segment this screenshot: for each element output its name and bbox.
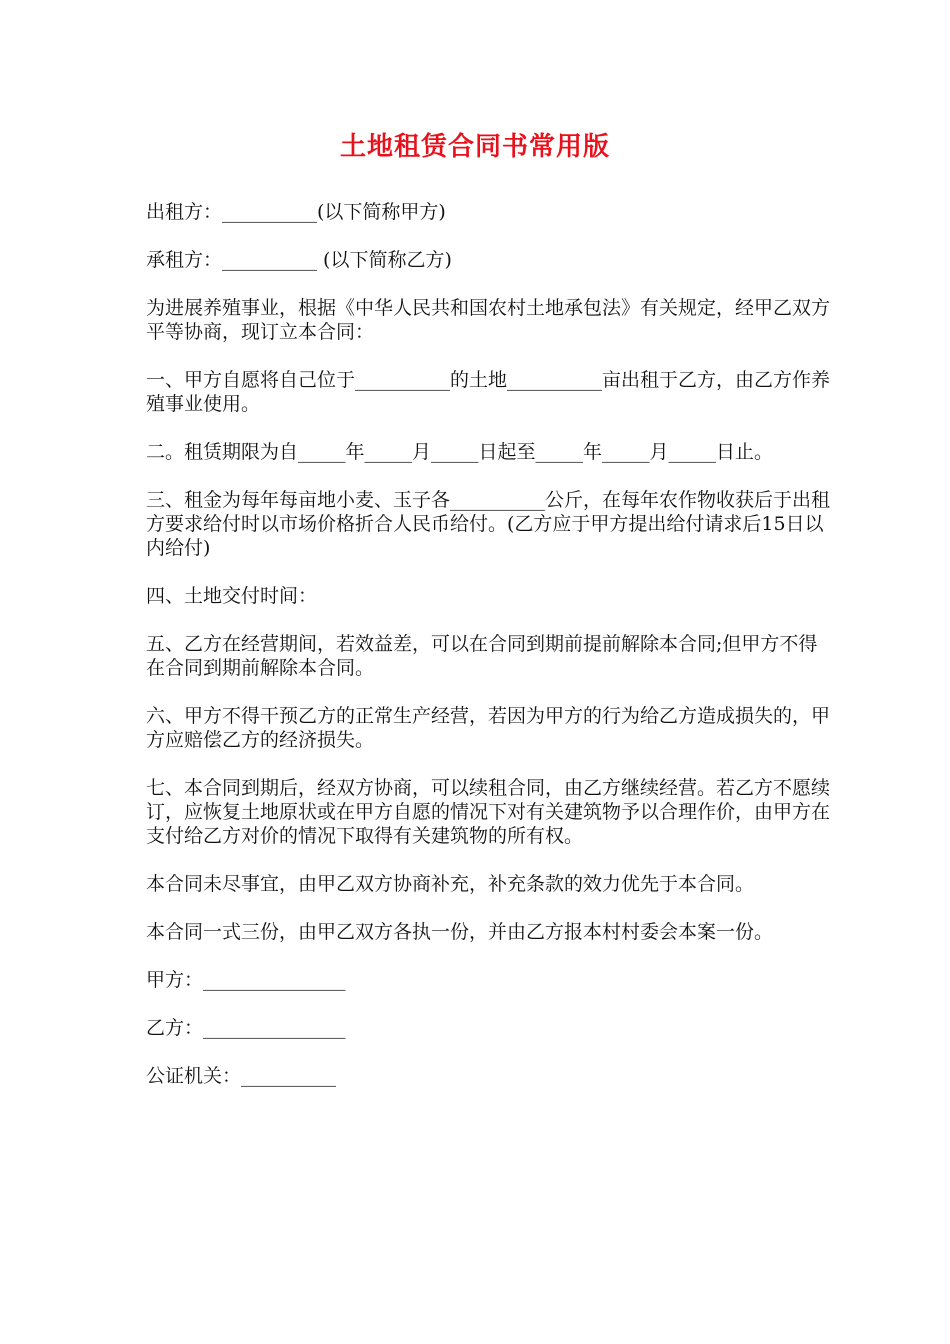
copies-paragraph: 本合同一式三份，由甲乙双方各执一份，并由乙方报本村村委会本案一份。 <box>146 921 774 943</box>
lessee-line: 承租方：__________ (以下简称乙方) <box>146 249 452 271</box>
clause-2: 二。租赁期限为自_____年_____月_____日起至_____年_____月_____日止。 <box>146 441 774 463</box>
preamble-paragraph: 为进展养殖事业，根据《中华人民共和国农村土地承包法》有关规定，经甲乙双方平等协商，现订立本合同： <box>146 297 831 343</box>
supplement-paragraph: 本合同未尽事宜，由甲乙双方协商补充，补充条款的效力优先于本合同。 <box>146 873 755 895</box>
clause-7: 七、本合同到期后，经双方协商，可以续租合同，由乙方继续经营。若乙方不愿续订，应恢复土地原状或在甲方自愿的情况下对有关建筑物予以合理作价，由甲方在支付给乙方对价的情况下取得有关建筑物的所有权。 <box>146 777 831 847</box>
clause-1: 一、甲方自愿将自己位于__________的土地__________亩出租于乙方，由乙方作养殖事业使用。 <box>146 369 831 415</box>
clause-3: 三、租金为每年每亩地小麦、玉子各__________公斤，在每年农作物收获后于出租方要求给付时以市场价格折合人民币给付。(乙方应于甲方提出给付请求后15日以内给付) <box>146 489 831 559</box>
clause-6: 六、甲方不得干预乙方的正常生产经营，若因为甲方的行为给乙方造成损失的，甲方应赔偿乙方的经济损失。 <box>146 705 831 751</box>
document-body <box>146 200 836 1112</box>
clause-5: 五、乙方在经营期间，若效益差，可以在合同到期前提前解除本合同;但甲方不得在合同到期前解除本合同。 <box>146 633 818 679</box>
notary-signature-line: 公证机关：__________ <box>146 1065 337 1087</box>
clause-4: 四、土地交付时间： <box>146 585 318 607</box>
document-title: 土地租赁合同书常用版 <box>339 132 610 162</box>
party-b-signature-line: 乙方：_______________ <box>146 1017 346 1039</box>
party-a-signature-line: 甲方：_______________ <box>146 969 346 991</box>
lessor-line: 出租方：__________(以下简称甲方) <box>146 201 446 223</box>
